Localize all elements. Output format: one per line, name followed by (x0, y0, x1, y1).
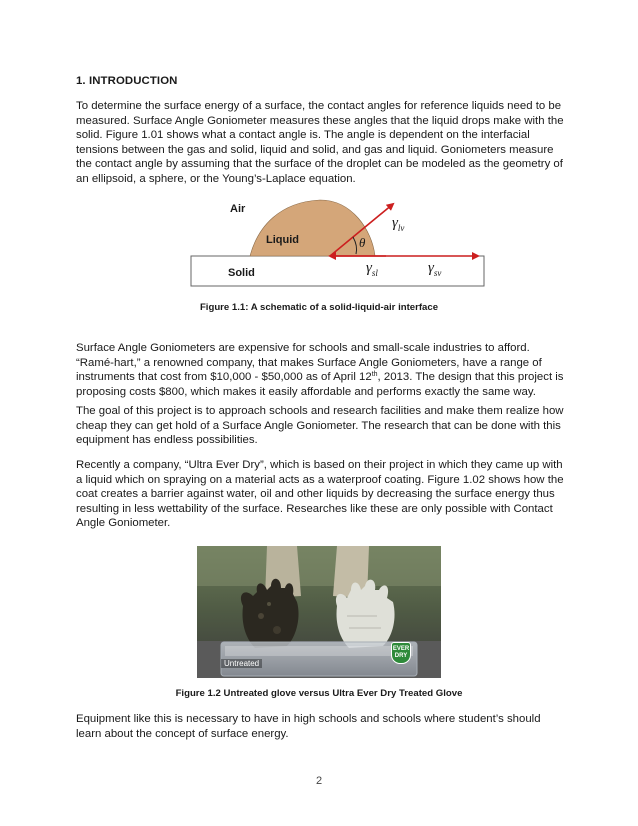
paragraph-goal: The goal of this project is to approach schools and research facilities and make them realize how cheap they can get hold of a Surface Angle Goniometer. The research that can be done with this equipment has endless possibilities. (76, 405, 564, 447)
paragraph-intro: To determine the surface energy of a surface, the contact angles for reference liquids need to be measured. Surface Angle Goniometer measures these angles that the liquid drops make with the solid. Figure 1.01 shows what a contact angle is. The angle is dependent on the interfacial tensions between the gas and solid, liquid and solid, and gas and liquid. Goniometers measure the contact angle by assuming that the surface of the droplet can be modeled as the geometry of an ellipsoid, a sphere, or the Young’s-Laplace equation. (76, 100, 564, 185)
label-solid: Solid (228, 267, 255, 279)
label-gamma-sl: $\gamma_{sl}$ (366, 260, 378, 278)
badge-line-2: DRY (394, 653, 408, 659)
label-gamma-lv: $\gamma_{lv}$ (392, 215, 405, 233)
figure-1-caption: Figure 1.1: A schematic of a solid-liquid-air interface (199, 302, 439, 313)
figure-2-caption: Figure 1.2 Untreated glove versus Ultra Ever Dry Treated Glove (175, 688, 463, 699)
paragraph-equipment: Equipment like this is necessary to have in high schools and schools where student’s should learn about the concept of surface energy. (76, 713, 541, 740)
untreated-label: Untreated (221, 659, 262, 668)
label-liquid: Liquid (266, 234, 299, 246)
badge-line-1: EVER (392, 646, 410, 652)
label-theta: θ (359, 235, 366, 250)
paragraph-ultra-ever-dry: Recently a company, “Ultra Ever Dry”, which is based on their project in which they came up with a liquid which on spraying on a material acts as a waterproof coating. Figure 1.02 shows how the coat creates a barrier against water, oil and other liquids by decreasing the surface energy thus resulting in less wettability of the surface. Researches like these are only possible with Contact Angle Goniometer. (76, 459, 564, 530)
glove-comparison-photo (197, 546, 441, 678)
ultra-ever-dry-badge (391, 642, 411, 664)
contact-angle-schematic (180, 196, 490, 290)
paragraph-cost: Surface Angle Goniometers are expensive for schools and small-scale industries to afford. “Ramé-hart,” a renowned company, that makes Surface Angle Goniometers, have a range of instruments that cost from $10,000 - $50,000 as of April 12th, 2013. The design that this project is proposing costs $800, which makes it easily affordable and performs exactly the same way. (76, 342, 564, 398)
label-air: Air (230, 203, 246, 215)
label-gamma-sv: $\gamma_{sv}$ (428, 260, 442, 278)
section-heading: 1. INTRODUCTION (76, 75, 178, 87)
page-number: 2 (315, 775, 323, 787)
